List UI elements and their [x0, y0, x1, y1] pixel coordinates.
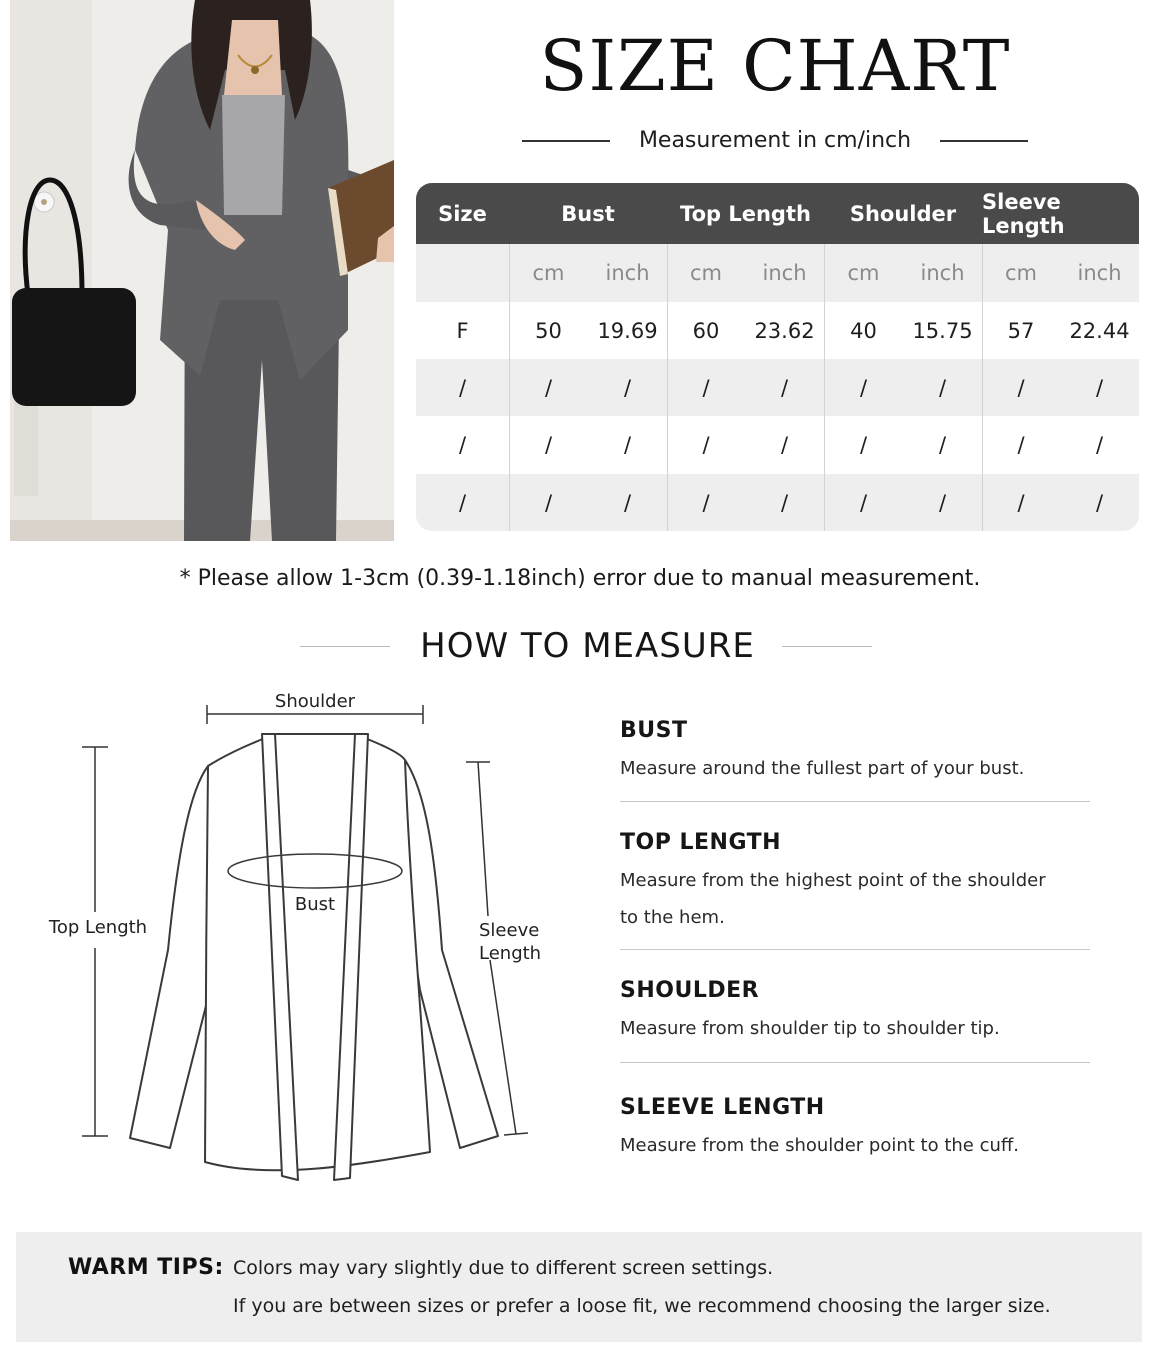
table-cell: /	[544, 433, 553, 457]
subtitle-rule-right	[940, 140, 1028, 142]
unit-cell: inch	[605, 261, 650, 285]
table-cell: /	[544, 490, 553, 515]
table-cell: /	[780, 433, 789, 457]
table-cell: /	[702, 375, 710, 400]
subtitle-rule-left	[522, 140, 610, 142]
table-cell: /	[623, 375, 632, 400]
unit-cell: cm	[689, 261, 722, 285]
measure-title-shoulder: SHOULDER	[620, 978, 760, 1003]
column-divider	[667, 244, 668, 531]
measure-text-sleeve-length: Measure from the shoulder point to the cuff.	[620, 1135, 1020, 1156]
table-cell: 57	[1007, 318, 1035, 343]
table-cell: /	[458, 490, 467, 515]
measure-title-sleeve-length: SLEEVE LENGTH	[620, 1095, 825, 1120]
table-cell: F	[456, 318, 469, 343]
unit-cell: cm	[1004, 261, 1037, 285]
column-divider	[824, 244, 825, 531]
unit-cell: inch	[920, 261, 965, 285]
table-row	[416, 302, 1139, 359]
tip-line: Colors may vary slightly due to different screen settings.	[233, 1257, 774, 1279]
column-header-size: Size	[438, 201, 487, 226]
measure-text-top-length-2: to the hem.	[620, 907, 725, 928]
table-cell: /	[1095, 375, 1104, 400]
warm-tips-box	[16, 1232, 1142, 1342]
table-cell: /	[458, 433, 467, 457]
column-header-top-length: Top Length	[680, 201, 811, 226]
table-cell: /	[1017, 375, 1025, 400]
table-cell: /	[458, 375, 467, 400]
table-cell: /	[938, 490, 947, 515]
diagram-label-shoulder: Shoulder	[274, 691, 356, 712]
subtitle: Measurement in cm/inch	[638, 128, 912, 153]
section-title: HOW TO MEASURE	[420, 626, 755, 666]
table-cell: /	[702, 490, 710, 515]
table-cell: /	[623, 490, 632, 515]
diagram-label-sleeve-length: Length	[479, 943, 542, 964]
page-title: SIZE CHART	[539, 25, 1011, 107]
column-header-bust: Bust	[561, 201, 615, 226]
table-cell: 22.44	[1069, 318, 1130, 343]
measure-title-top-length: TOP LENGTH	[620, 830, 782, 855]
measure-divider	[620, 801, 1090, 802]
table-row	[416, 416, 1139, 474]
table-cell: /	[780, 375, 789, 400]
table-row	[416, 474, 1139, 531]
section-rule-right	[782, 646, 872, 647]
column-header-sleeve-length: Sleeve Length	[982, 189, 1065, 238]
table-cell: /	[1095, 433, 1104, 457]
table-cell: /	[702, 433, 710, 457]
table-cell: 40	[850, 318, 877, 343]
measure-text-bust: Measure around the fullest part of your bust.	[620, 758, 1025, 779]
column-divider	[509, 244, 510, 531]
unit-cell: cm	[847, 261, 880, 285]
tip-line: If you are between sizes or prefer a loose fit, we recommend choosing the larger size.	[233, 1295, 1051, 1317]
table-cell: /	[1017, 433, 1025, 457]
table-cell: /	[623, 433, 632, 457]
measure-title-bust: BUST	[620, 718, 688, 743]
table-cell: /	[938, 375, 947, 400]
product-photo	[10, 0, 394, 541]
table-cell: 19.69	[597, 318, 658, 343]
measure-divider	[620, 1062, 1090, 1063]
unit-cell: inch	[762, 261, 807, 285]
table-row	[416, 359, 1139, 416]
table-cell: 23.62	[754, 318, 815, 343]
table-cell: 60	[692, 318, 720, 343]
diagram-label-top-length: Top Length	[48, 917, 148, 938]
unit-cell: inch	[1077, 261, 1122, 285]
size-table	[416, 183, 1139, 531]
measure-text-top-length: Measure from the highest point of the shoulder	[620, 870, 1046, 891]
table-cell: /	[1017, 490, 1025, 515]
table-cell: 15.75	[912, 318, 973, 343]
diagram-label-bust: Bust	[294, 894, 336, 915]
warm-tips-label: WARM TIPS:	[68, 1255, 224, 1280]
table-header-row	[416, 183, 1139, 244]
table-cell: /	[544, 375, 553, 400]
cardigan-diagram	[30, 690, 590, 1200]
table-cell: /	[1095, 490, 1104, 515]
measurement-note: * Please allow 1-3cm (0.39-1.18inch) error due to manual measurement.	[179, 566, 981, 591]
measure-text-shoulder: Measure from shoulder tip to shoulder tip.	[620, 1018, 1000, 1039]
table-cell: /	[938, 433, 947, 457]
table-cell: /	[859, 433, 868, 457]
column-divider	[982, 244, 983, 531]
section-rule-left	[300, 646, 390, 647]
table-cell: /	[859, 490, 868, 515]
units-row	[416, 244, 1139, 302]
unit-cell: cm	[532, 261, 565, 285]
diagram-label-sleeve: Sleeve	[479, 920, 540, 941]
table-cell: /	[780, 490, 789, 515]
measure-divider	[620, 949, 1090, 950]
table-cell: /	[859, 375, 868, 400]
table-cell: 50	[535, 318, 562, 343]
column-header-shoulder: Shoulder	[849, 201, 957, 226]
